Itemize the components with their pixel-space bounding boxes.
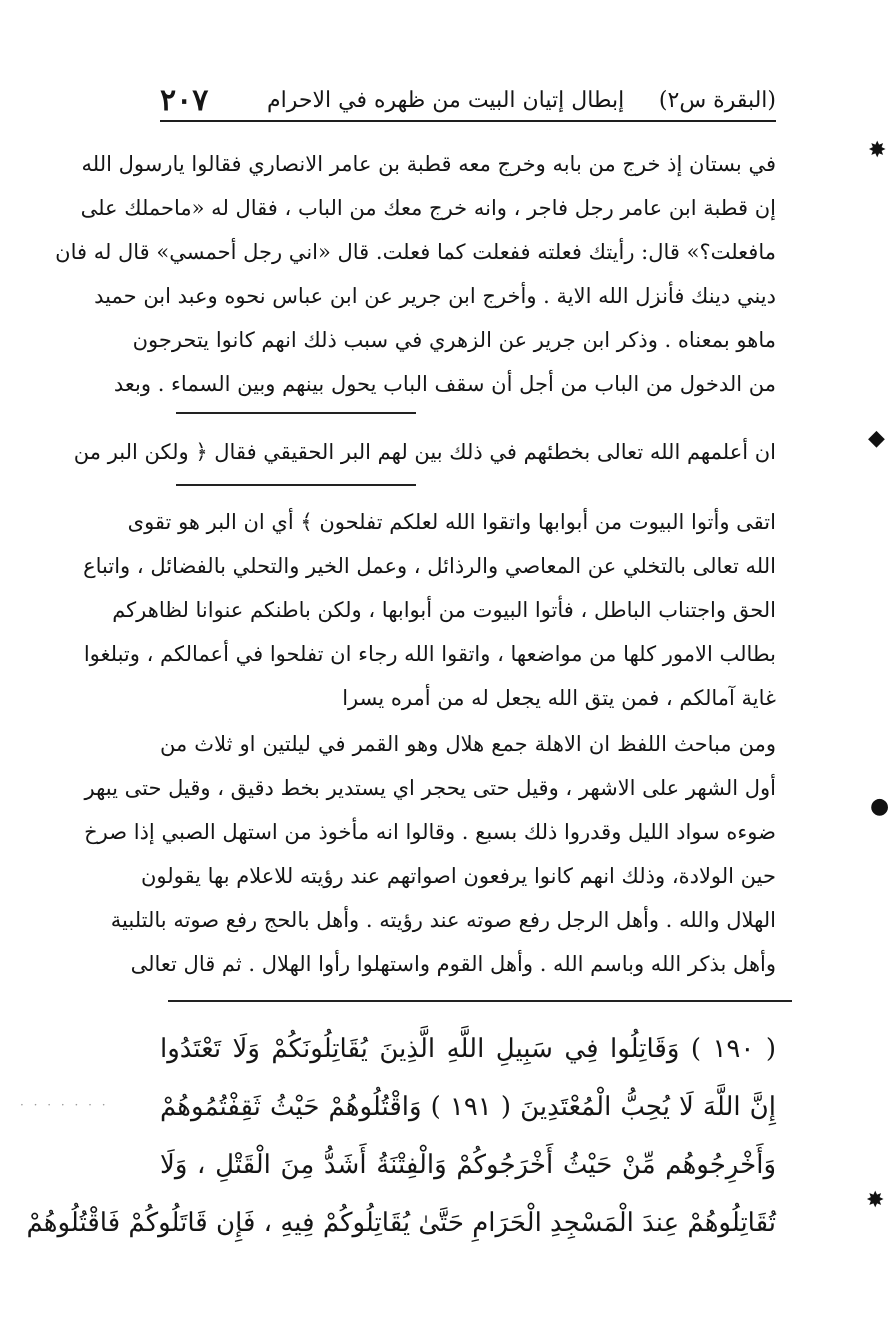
text-line: أول الشهر على الاشهر ، وقيل حتى يحجر اي يستدير بخط دقيق ، وقيل حتى يبهر	[84, 776, 776, 800]
page-number: ٢٠٧	[160, 82, 209, 118]
margin-ink-blot: ●	[870, 794, 890, 819]
quran-verses	[26, 1020, 776, 1252]
section-divider	[176, 484, 416, 486]
text-line: غاية آمالكم ، فمن يتق الله يجعل له من أمره يسرا	[342, 686, 776, 710]
scan-speckle: · · · · · · ·	[20, 1098, 109, 1112]
text-line: ضوءه سواد الليل وقدروا ذلك بسبع . وقالوا انه مأخوذ من استهل الصبي إذا صرخ	[84, 820, 776, 844]
text-line: من الدخول من الباب من أجل أن سقف الباب يحول بينهم وبين السماء . وبعد	[113, 372, 776, 396]
margin-ink-blot: ✸	[868, 138, 887, 163]
paragraph-1	[55, 142, 776, 406]
paragraph-2	[73, 430, 776, 474]
margin-ink-blot: ◆	[868, 426, 885, 451]
text-line: حين الولادة، وذلك انهم كانوا يرفعون اصواتهم عند رؤيته للاعلام بها يقولون	[140, 864, 776, 888]
verse-line: ( ١٩٠ ) وَقَاتِلُوا فِي سَبِيلِ اللَّهِ الَّذِينَ يُقَاتِلُونَكُمْ وَلَا تَعْتَدُوا	[160, 1034, 776, 1064]
text-line: ديني دينك فأنزل الله الاية . وأخرج ابن جرير عن ابن عباس نحوه وعبد ابن حميد	[94, 284, 776, 308]
text-line: بطالب الامور كلها من مواضعها ، واتقوا الله رجاء ان تفلحوا في أعمالكم ، وتبلغوا	[83, 642, 776, 666]
text-line: ومن مباحث اللفظ ان الاهلة جمع هلال وهو القمر في ليلتين او ثلاث من	[160, 732, 776, 756]
text-line: الهلال والله . وأهل الرجل رفع صوته عند رؤيته . وأهل بالحج رفع صوته بالتلبية	[110, 908, 776, 932]
page-topic: إبطال إتيان البيت من ظهره في الاحرام	[267, 87, 625, 113]
verse-line: تُقَاتِلُوهُمْ عِندَ الْمَسْجِدِ الْحَرَامِ حَتَّىٰ يُقَاتِلُوكُمْ فِيهِ ، فَإِن قَاتَلُوكُمْ فَاقْتُلُوهُمْ	[26, 1208, 776, 1238]
text-line: الحق واجتناب الباطل ، فأتوا البيوت من أبوابها ، ولكن باطنكم عنوانا لظاهركم	[112, 598, 776, 622]
verse-line: إِنَّ اللَّهَ لَا يُحِبُّ الْمُعْتَدِينَ ( ١٩١ ) وَاقْتُلُوهُمْ حَيْثُ ثَقِفْتُمُوهُمْ	[160, 1092, 776, 1122]
text-line: مافعلت؟» قال: رأيتك فعلته ففعلت كما فعلت. قال «اني رجل أحمسي» قال له فان	[55, 240, 776, 264]
paragraph-3	[83, 500, 776, 720]
verse-divider	[168, 1000, 792, 1002]
section-divider	[176, 412, 416, 414]
text-line: الله تعالى بالتخلي عن المعاصي والرذائل ، وعمل الخير والتحلي بالفضائل ، واتباع	[83, 554, 776, 578]
margin-ink-blot: ✸	[866, 1188, 885, 1213]
text-line: اتقى وأتوا البيوت من أبوابها واتقوا الله لعلكم تفلحون ﴾ أي ان البر هو تقوى	[127, 510, 776, 534]
text-line: ماهو بمعناه . وذكر ابن جرير عن الزهري في سبب ذلك انهم كانوا يتحرجون	[132, 328, 776, 352]
text-line: ان أعلمهم الله تعالى بخطئهم في ذلك بين لهم البر الحقيقي فقال ﴿ ولكن البر من	[73, 440, 776, 464]
surah-reference: (البقرة س٢)	[658, 87, 776, 113]
text-line: في بستان إذ خرج من بابه وخرج معه قطبة بن عامر الانصاري فقالوا يارسول الله	[81, 152, 776, 176]
text-line: وأهل بذكر الله وباسم الله . وأهل القوم واستهلوا رأوا الهلال . ثم قال تعالى	[130, 952, 776, 976]
paragraph-4	[84, 722, 776, 986]
text-line: إن قطبة ابن عامر رجل فاجر ، وانه خرج معك من الباب ، فقال له «ماحملك على	[80, 196, 776, 220]
running-header	[160, 80, 776, 122]
verse-line: وَأَخْرِجُوهُم مِّنْ حَيْثُ أَخْرَجُوكُمْ وَالْفِتْنَةُ أَشَدُّ مِنَ الْقَتْلِ ، وَلَا	[160, 1150, 776, 1180]
